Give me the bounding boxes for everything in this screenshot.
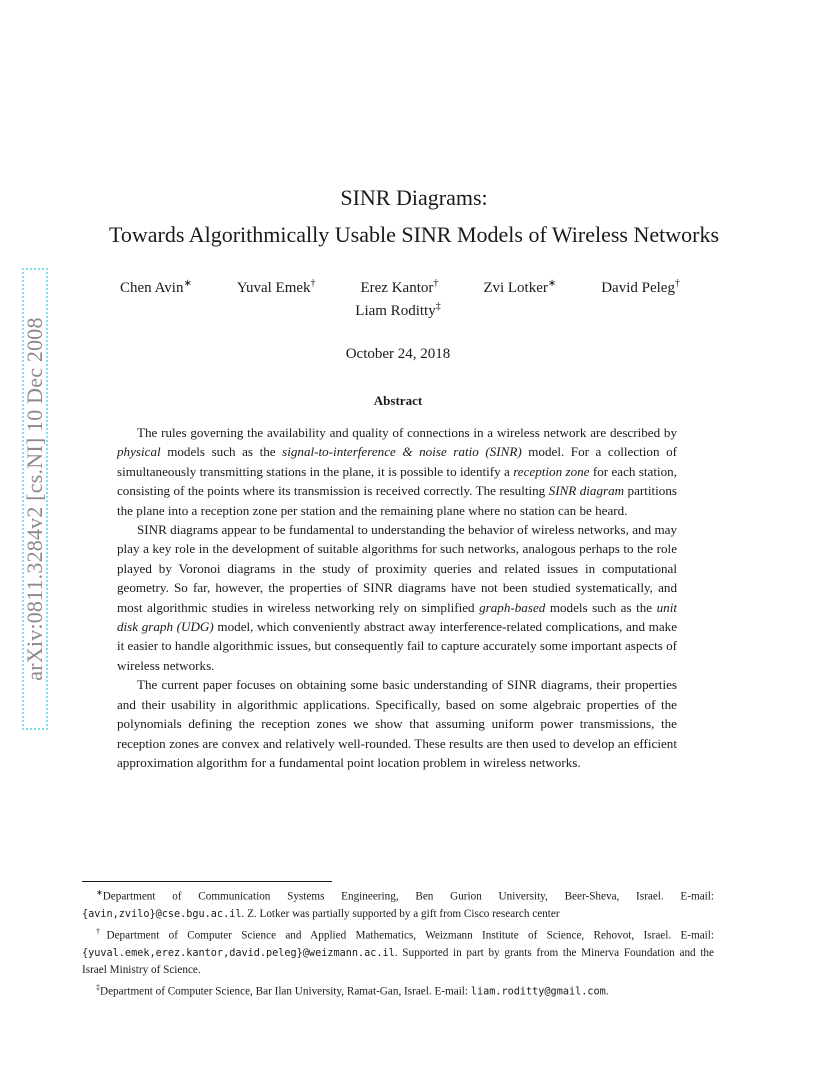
footnote-divider <box>82 881 332 882</box>
abstract-paragraph-3: The current paper focuses on obtaining some basic understanding of SINR diagrams, their properties and their usability in algorithmic applications. Specifically, based on some algebraic properties of the polynomials defining the reception zones we show that assuming uniform power transmissions, the reception zones are convex and relatively well-rounded. These results are then used to develop an efficient approximation algorithm for a fundamental point location problem in wireless networks. <box>117 677 677 770</box>
email-avin-zvilo: {avin,zvilo}@cse.bgu.ac.il <box>82 908 242 920</box>
abstract-heading: Abstract <box>373 393 423 408</box>
footnote-2: †Department of Computer Science and Applied Mathematics, Weizmann Institute of Science, Rehovot, Israel. E-mail: {yuval.emek,erez.kantor,david.peleg}@weizmann.ac.il. Supported in part by grants from the Minerva Foundation and the Israel Ministry of Science. <box>82 927 714 977</box>
email-roditty: liam.roditty@gmail.com <box>470 987 606 999</box>
email-weizmann: {yuval.emek,erez.kantor,david.peleg}@weizmann.ac.il <box>82 948 395 960</box>
author-yuval-emek: Yuval Emek† <box>236 278 316 296</box>
author-liam-roditty: Liam Roditty‡ <box>355 301 441 319</box>
author-list <box>120 278 680 297</box>
author-erez-kantor: Erez Kantor† <box>360 278 439 296</box>
author-zvi-lotker: Zvi Lotker∗ <box>483 278 557 296</box>
footnotes <box>82 884 714 1001</box>
author-chen-avin: Chen Avin∗ <box>120 278 192 296</box>
paper-title-line-1: SINR Diagrams: <box>340 185 488 210</box>
paper-title-line-2: Towards Algorithmically Usable SINR Models of Wireless Networks <box>108 222 720 247</box>
author-david-peleg: David Peleg† <box>601 278 680 296</box>
abstract-paragraph-1: The rules governing the availability and quality of connections in a wireless network are described by physical models such as the signal-to-interference & noise ratio (SINR) model. For a collection of simultaneously transmitting stations in the plane, it is possible to identify a reception zone for each station, consisting of the points where its transmission is received correctly. The resulting SINR diagram partitions the plane into a reception zone per station and the remaining plane where no station can be heard. <box>117 425 677 518</box>
paper-date: October 24, 2018 <box>345 346 451 362</box>
footnote-1: ∗Department of Communication Systems Engineering, Ben Gurion University, Beer-Sheva, Israel. E-mail:{avin,zvilo}@cse.bgu.ac.il. Z. Lotker was partially supported by a gift from Cisco research center <box>82 888 714 920</box>
arxiv-sidebar-stamp <box>22 268 48 730</box>
arxiv-identifier: arXiv:0811.3284v2 [cs.NI] 10 Dec 2008 <box>22 317 47 681</box>
footnote-3: ‡Department of Computer Science, Bar Ilan University, Ramat-Gan, Israel. E-mail: liam.roditty@gmail.com. <box>96 983 609 999</box>
abstract-paragraph-2: SINR diagrams appear to be fundamental to understanding the behavior of wireless networks, and may play a key role in the development of suitable algorithms for such networks, analogous perhaps to the role played by Voronoi diagrams in the study of proximity queries and related issues in computational geometry. So far, however, the properties of SINR diagrams have not been studied systematically, and most algorithmic studies in wireless networking rely on simplified graph-based models such as the unit disk graph (UDG) model, which conveniently abstract away interference-related complications, and make it easier to handle algorithmic issues, but consequently fail to capture accurately some important aspects of wireless networks. <box>117 522 678 673</box>
abstract-body <box>117 423 677 772</box>
